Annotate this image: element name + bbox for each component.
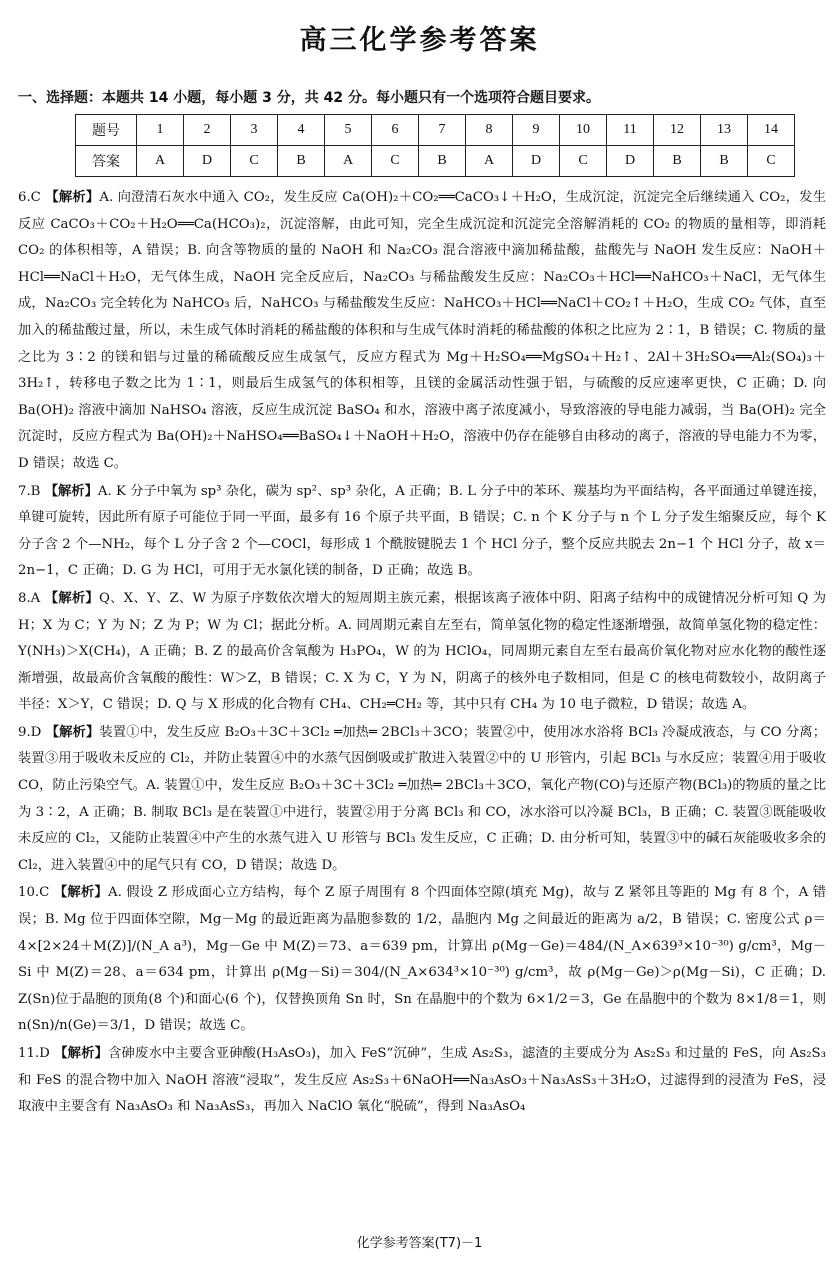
explanation-text: 装置①中，发生反应 B₂O₃＋3C＋3Cl₂ ═加热═ 2BCl₃＋3CO；装置②中，使用冰水浴将 BCl₃ 冷凝成液态，与 CO 分离；装置③用于吸收未反应的 Cl₂，并防止装置④中的水蒸气因倒吸或扩散进入装置②中的 U 形管内，引起 BCl₃ 与水反应；装置④用于吸收 CO，防止污染空气。A. 装置①中，发生反应 B₂O₃＋3C＋3Cl₂ ═加热═ 2BCl₃＋3CO，氧化产物(CO)与还原产物(BCl₃)的物质的量之比为 3∶2，A 正确；B. 制取 BCl₃ 是在装置①中进行，装置②用于分离 BCl₃ 和 CO，冰水浴可以冷凝 BCl₃，B 正确；C. 装置③既能吸收未反应的 Cl₂，又能防止装置④中产生的水蒸气进入 U 形管与 BCl₃ 发生反应，C 正确；D. 由分析可知，装置③中的碱石灰能吸收多余的 Cl₂，进入装置④中的尾气只有 CO，D 错误；故选 D。 [18,724,827,873]
analysis-tag: 【解析】 [53,885,108,901]
answer-table-number-row [76,115,795,146]
question-number: 10.C [18,885,50,901]
explanation-item [18,479,826,585]
question-number-cell: 1 [137,115,184,146]
answer-table-answer-row [76,146,795,177]
answer-cell: C [748,146,795,177]
answer-cell: D [184,146,231,177]
explanation-item [18,880,826,1040]
question-number-cell: 6 [372,115,419,146]
answer-cell: A [325,146,372,177]
answer-cell: C [231,146,278,177]
explanations [18,185,826,1122]
explanation-text: A. K 分子中氧为 sp³ 杂化，碳为 sp²、sp³ 杂化，A 正确；B. L 分子中的苯环、羰基均为平面结构，各平面通过单键连接，单键可旋转，因此所有原子可能位于同一平面，最多有 16 个原子共平面，B 错误；C. n 个 K 分子与 n 个 L 分子发生缩聚反应，每个 K 分子含 2 个—NH₂，每个 L 分子含 2 个—COCl，每形成 1 个酰胺键脱去 1 个 HCl 分子，整个反应共脱去 2n−1 个 HCl 分子，故 x＝2n−1，C 正确；D. G 为 HCl，可用于无水氯化镁的制备，D 正确；故选 B。 [18,483,827,579]
question-number-cell: 5 [325,115,372,146]
explanation-text: Q、X、Y、Z、W 为原子序数依次增大的短周期主族元素，根据该离子液体中阴、阳离子结构中的成键情况分析可知 Q 为 H；X 为 C；Y 为 N；Z 为 P；W 为 Cl；据此分析。A. 同周期元素自左至右，简单氢化物的稳定性逐渐增强，故简单氢化物的稳定性：Y(NH₃)＞X(CH₄)，A 正确；B. Z 的最高价含氧酸为 H₃PO₄，W 的为 HClO₄，同周期元素自左至右最高价氧化物对应水化物的酸性逐渐增强，故最高价含氧酸的酸性：W＞Z，B 错误；C. X 为 C，Y 为 N，阴离子的核外电子数相同，但是 C 的核电荷数较小，故阴离子半径：X＞Y，C 错误；D. Q 与 X 形成的化合物有 CH₄、CH₂═CH₂ 等，其中只有 CH₄ 为 10 电子微粒，D 错误；故选 A。 [18,590,827,713]
answer-cell: C [372,146,419,177]
answer-cell: B [278,146,325,177]
number-row-label: 题号 [76,115,137,146]
question-number-cell: 3 [231,115,278,146]
question-number: 6.C [18,190,41,205]
question-number-cell: 10 [560,115,607,146]
answer-cell: B [654,146,701,177]
question-number-cell: 11 [607,115,654,146]
question-number-cell: 2 [184,115,231,146]
explanation-item [18,1041,826,1121]
page-title: 高三化学参考答案 [299,25,540,56]
question-number: 9.D [18,724,42,740]
answer-cell: C [560,146,607,177]
answer-cell: A [137,146,184,177]
answer-cell: B [701,146,748,177]
question-number-cell: 8 [466,115,513,146]
explanation-text: 含砷废水中主要含亚砷酸(H₃AsO₃)，加入 FeS“沉砷”，生成 As₂S₃，滤渣的主要成分为 As₂S₃ 和过量的 FeS，向 As₂S₃ 和 FeS 的混合物中加入 NaOH 溶液“浸取”，发生反应 As₂S₃＋6NaOH══Na₃AsO₃＋Na₃AsS₃＋3H₂O，过滤得到的浸渣为 FeS，浸取液中主要含有 Na₃AsO₃ 和 Na₃AsS₃，再加入 NaClO 氧化“脱硫”，得到 Na₃AsO₄ [18,1046,826,1115]
page-footer: 化学参考答案(T7)－1 [356,1236,483,1251]
answer-row-label: 答案 [76,146,137,177]
analysis-tag: 【解析】 [54,1046,109,1061]
question-number: 7.B [18,483,41,499]
answer-cell: A [466,146,513,177]
explanation-item [18,720,826,880]
explanation-item [18,586,826,719]
explanation-item [18,185,826,478]
answer-cell: D [607,146,654,177]
answer-cell: D [513,146,560,177]
question-number-cell: 4 [278,115,325,146]
question-number: 11.D [18,1046,50,1061]
question-number-cell: 9 [513,115,560,146]
explanation-text: A. 假设 Z 形成面心立方结构，每个 Z 原子周围有 8 个四面体空隙(填充 Mg)，故与 Z 紧邻且等距的 Mg 有 8 个，A 错误；B. Mg 位于四面体空隙，Mg－Mg 的最近距离为晶胞参数的 1/2，晶胞内 Mg 之间最近的距离为 a/2，B 错误；C. 密度公式 ρ＝4×[2×24＋M(Z)]/(N_A a³)，Mg－Ge 中 M(Z)＝73、a＝639 pm，计算出 ρ(Mg－Ge)＝484/(N_A×639³×10⁻³⁰) g/cm³，Mg－Si 中 M(Z)＝28、a＝634 pm，计算出 ρ(Mg－Si)＝304/(N_A×634³×10⁻³⁰) g/cm³，故 ρ(Mg－Ge)＞ρ(Mg－Si)，C 正确；D. Z(Sn)位于晶胞的顶角(8 个)和面心(6 个)，仅替换顶角 Sn 时，Sn 在晶胞中的个数为 6×1/2＝3，Ge 在晶胞中的个数为 8×1/8＝1，则 n(Sn)/n(Ge)＝3/1，D 错误；故选 C。 [18,885,827,1034]
answer-table [75,114,795,177]
question-number-cell: 7 [419,115,466,146]
analysis-tag: 【解析】 [45,724,100,740]
question-number-cell: 13 [701,115,748,146]
analysis-tag: 【解析】 [45,190,100,205]
question-number-cell: 14 [748,115,795,146]
explanation-text: A. 向澄清石灰水中通入 CO₂，发生反应 Ca(OH)₂＋CO₂══CaCO₃↓＋H₂O，生成沉淀，沉淀完全后继续通入 CO₂，发生反应 CaCO₃＋CO₂＋H₂O══Ca(HCO₃)₂，沉淀溶解，由此可知，完全生成沉淀和沉淀完全溶解消耗的 CO₂ 的物质的量相等，即消耗 CO₂ 的体积相等，A 错误；B. 向含等物质的量的 NaOH 和 Na₂CO₃ 混合溶液中滴加稀盐酸，盐酸先与 NaOH 发生反应：NaOH＋HCl══NaCl＋H₂O，无气体生成，NaOH 完全反应后，Na₂CO₃ 与稀盐酸发生反应：Na₂CO₃＋HCl══NaHCO₃＋NaCl，无气体生成，Na₂CO₃ 完全转化为 NaHCO₃ 后，NaHCO₃ 与稀盐酸发生反应：NaHCO₃＋HCl══NaCl＋CO₂↑＋H₂O，生成 CO₂ 气体，直至加入的稀盐酸过量，所以，未生成气体时消耗的稀盐酸的体积和与生成气体时消耗的稀盐酸的体积之比应为 2∶1，B 错误；C. 物质的量之比为 3∶2 的镁和铝与过量的稀硫酸反应生成氢气，反应方程式为 Mg＋H₂SO₄══MgSO₄＋H₂↑、2Al＋3H₂SO₄══Al₂(SO₄)₃＋3H₂↑，转移电子数之比为 1∶1，则最后生成氢气的体积相等，且镁的金属活动性强于铝，与硫酸的反应速率更快，C 正确；D. 向Ba(OH)₂ 溶液中滴加 NaHSO₄ 溶液，反应生成沉淀 BaSO₄ 和水，溶液中离子浓度减小，导致溶液的导电能力减弱，当 Ba(OH)₂ 完全沉淀时，反应方程式为 Ba(OH)₂＋NaHSO₄══BaSO₄↓＋NaOH＋H₂O，溶液中仍存在能够自由移动的离子，溶液的导电能力不为零，D 错误；故选 C。 [18,190,826,471]
question-number-cell: 12 [654,115,701,146]
analysis-tag: 【解析】 [44,483,98,499]
question-number: 8.A [18,590,41,606]
section-heading: 一、选择题：本题共 14 小题，每小题 3 分，共 42 分。每小题只有一个选项符合题目要求。 [18,90,600,106]
analysis-tag: 【解析】 [44,590,99,606]
answer-cell: B [419,146,466,177]
